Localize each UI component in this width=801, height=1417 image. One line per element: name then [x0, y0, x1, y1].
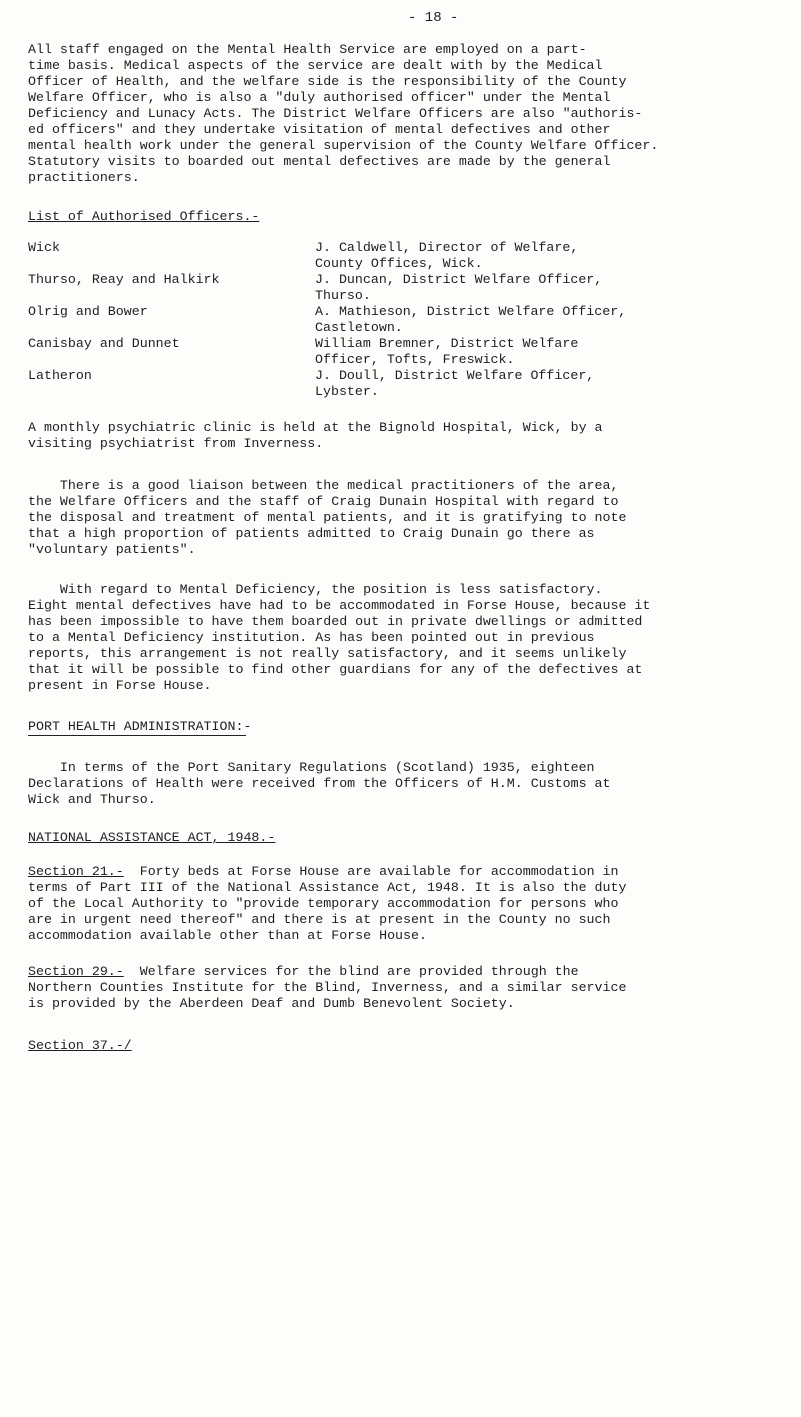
intro-line: time basis. Medical aspects of the service are dealt with by the Medical: [28, 58, 603, 73]
officer-address: Thurso.: [315, 288, 371, 303]
officer-address: Lybster.: [315, 384, 379, 399]
officer-name: J. Doull, District Welfare Officer,: [315, 368, 595, 383]
deficiency-line: With regard to Mental Deficiency, the position is less satisfactory.: [28, 582, 603, 597]
intro-line: Statutory visits to boarded out mental defectives are made by the general: [28, 154, 611, 169]
port-line: In terms of the Port Sanitary Regulations (Scotland) 1935, eighteen: [28, 760, 595, 775]
liaison-line: that a high proportion of patients admitted to Craig Dunain go there as: [28, 526, 595, 541]
page-number: - 18 -: [408, 10, 459, 26]
section-21-line: [28, 864, 783, 880]
liaison-line: the Welfare Officers and the staff of Craig Dunain Hospital with regard to: [28, 494, 619, 509]
intro-line: ed officers" and they undertake visitation of mental defectives and other: [28, 122, 611, 137]
deficiency-line: that it will be possible to find other guardians for any of the defectives at: [28, 662, 643, 677]
officer-name: J. Duncan, District Welfare Officer,: [315, 272, 603, 287]
clinic-line: A monthly psychiatric clinic is held at the Bignold Hospital, Wick, by a: [28, 420, 603, 435]
liaison-line: There is a good liaison between the medical practitioners of the area,: [28, 478, 619, 493]
officer-area: Canisbay and Dunnet: [28, 336, 180, 351]
section-21-line: of the Local Authority to "provide temporary accommodation for persons who: [28, 896, 619, 911]
national-assistance-heading: NATIONAL ASSISTANCE ACT, 1948.-: [28, 830, 276, 845]
section-21-text: Forty beds at Forse House are available for accommodation in: [123, 864, 619, 879]
officer-area: Wick: [28, 240, 60, 255]
section-21-label: Section 21.-: [28, 864, 124, 879]
catchword: Section 37.-/: [28, 1038, 132, 1053]
intro-line: practitioners.: [28, 170, 140, 185]
section-29-text: Welfare services for the blind are provided through the: [123, 964, 579, 979]
port-heading: PORT HEALTH ADMINISTRATION:-: [28, 719, 252, 734]
liaison-line: "voluntary patients".: [28, 542, 196, 557]
intro-line: All staff engaged on the Mental Health Service are employed on a part-: [28, 42, 587, 57]
intro-line: Welfare Officer, who is also a "duly authorised officer" under the Mental: [28, 90, 611, 105]
clinic-line: visiting psychiatrist from Inverness.: [28, 436, 324, 451]
section-29-label: Section 29.-: [28, 964, 124, 979]
intro-line: Officer of Health, and the welfare side is the responsibility of the County: [28, 74, 627, 89]
section-21-line: accommodation available other than at Forse House.: [28, 928, 427, 943]
officer-area: Latheron: [28, 368, 92, 383]
intro-line: Deficiency and Lunacy Acts. The District Welfare Officers are also "authoris-: [28, 106, 643, 121]
officer-area: Thurso, Reay and Halkirk: [28, 272, 220, 287]
deficiency-line: Eight mental defectives have had to be accommodated in Forse House, because it: [28, 598, 651, 613]
officer-address: Officer, Tofts, Freswick.: [315, 352, 515, 367]
port-line: Wick and Thurso.: [28, 792, 156, 807]
deficiency-line: present in Forse House.: [28, 678, 212, 693]
officer-name: J. Caldwell, Director of Welfare,: [315, 240, 579, 255]
deficiency-line: has been impossible to have them boarded out in private dwellings or admitted: [28, 614, 643, 629]
officers-heading: List of Authorised Officers.-: [28, 209, 260, 224]
section-29-line: [28, 964, 783, 980]
officer-name: A. Mathieson, District Welfare Officer,: [315, 304, 627, 319]
officer-name: William Bremner, District Welfare: [315, 336, 579, 351]
officer-address: County Offices, Wick.: [315, 256, 483, 271]
intro-line: mental health work under the general supervision of the County Welfare Officer.: [28, 138, 659, 153]
section-21-line: are in urgent need thereof" and there is at present in the County no such: [28, 912, 611, 927]
officer-area: Olrig and Bower: [28, 304, 148, 319]
section-21-line: terms of Part III of the National Assistance Act, 1948. It is also the duty: [28, 880, 627, 895]
deficiency-line: to a Mental Deficiency institution. As has been pointed out in previous: [28, 630, 595, 645]
heading-underline: [28, 735, 246, 736]
section-29-line: is provided by the Aberdeen Deaf and Dumb Benevolent Society.: [28, 996, 515, 1011]
port-line: Declarations of Health were received from the Officers of H.M. Customs at: [28, 776, 611, 791]
deficiency-line: reports, this arrangement is not really satisfactory, and it seems unlikely: [28, 646, 627, 661]
liaison-line: the disposal and treatment of mental patients, and it is gratifying to note: [28, 510, 627, 525]
section-29-line: Northern Counties Institute for the Blind, Inverness, and a similar service: [28, 980, 627, 995]
officer-address: Castletown.: [315, 320, 403, 335]
